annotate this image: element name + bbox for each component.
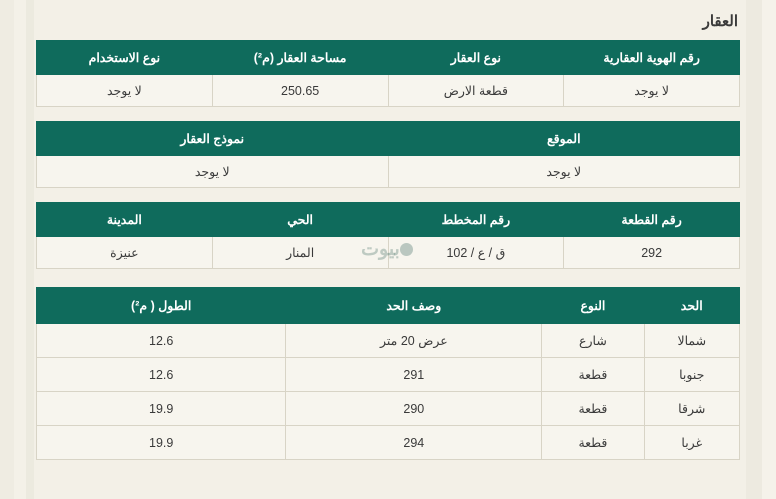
table-row (37, 358, 740, 392)
value-district: المنار (212, 237, 388, 269)
page-title: العقار (702, 13, 738, 30)
table-spacer-2 (36, 188, 740, 202)
header-bound-type: النوع (542, 288, 644, 324)
property-info-table (36, 40, 740, 107)
property-header-row-1 (37, 41, 740, 75)
bound-description: عرض 20 متر (286, 324, 542, 358)
bound-description: 294 (286, 426, 542, 460)
value-plot-number: 292 (564, 237, 740, 269)
property-header-row-3 (37, 203, 740, 237)
header-bound-length: الطول ( م²) (37, 288, 286, 324)
bounds-header-row (37, 288, 740, 324)
header-location: الموقع (388, 122, 740, 156)
table-row (37, 392, 740, 426)
property-value-row-3 (37, 237, 740, 269)
table-spacer-1 (36, 107, 740, 121)
bound-length: 12.6 (37, 358, 286, 392)
bound-description: 290 (286, 392, 542, 426)
bound-direction: شرقا (644, 392, 739, 426)
bound-type: قطعة (542, 358, 644, 392)
bound-description: 291 (286, 358, 542, 392)
value-usage-type: لا يوجد (37, 75, 213, 107)
header-bound-desc: وصف الحد (286, 288, 542, 324)
value-plan-number: ق / ع / 102 (388, 237, 564, 269)
property-header-row-2 (37, 122, 740, 156)
bound-type: قطعة (542, 392, 644, 426)
header-real-estate-id: رقم الهوية العقارية (564, 41, 740, 75)
plot-info-table (36, 202, 740, 269)
watermark-text: بيوت (361, 239, 400, 260)
property-value-row-1 (37, 75, 740, 107)
bound-length: 19.9 (37, 392, 286, 426)
table-spacer-3 (36, 269, 740, 287)
table-row (37, 324, 740, 358)
value-property-area: 250.65 (212, 75, 388, 107)
header-plot-number: رقم القطعة (564, 203, 740, 237)
bound-type: شارع (542, 324, 644, 358)
value-location: لا يوجد (388, 156, 740, 188)
bounds-table (36, 287, 740, 460)
table-row (37, 426, 740, 460)
bound-length: 12.6 (37, 324, 286, 358)
bound-type: قطعة (542, 426, 644, 460)
header-plan-number: رقم المخطط (388, 203, 564, 237)
bound-direction: غربا (644, 426, 739, 460)
value-property-type: قطعة الارض (388, 75, 564, 107)
bound-direction: جنوبا (644, 358, 739, 392)
header-district: الحي (212, 203, 388, 237)
bound-length: 19.9 (37, 426, 286, 460)
header-usage-type: نوع الاستخدام (37, 41, 213, 75)
header-property-type: نوع العقار (388, 41, 564, 75)
header-city: المدينة (37, 203, 213, 237)
value-real-estate-id: لا يوجد (564, 75, 740, 107)
header-property-area: مساحة العقار (م²) (212, 41, 388, 75)
bound-direction: شمالا (644, 324, 739, 358)
value-property-model: لا يوجد (37, 156, 389, 188)
header-bound: الحد (644, 288, 739, 324)
property-value-row-2 (37, 156, 740, 188)
value-city: عنيزة (37, 237, 213, 269)
header-property-model: نموذج العقار (37, 122, 389, 156)
location-info-table (36, 121, 740, 188)
